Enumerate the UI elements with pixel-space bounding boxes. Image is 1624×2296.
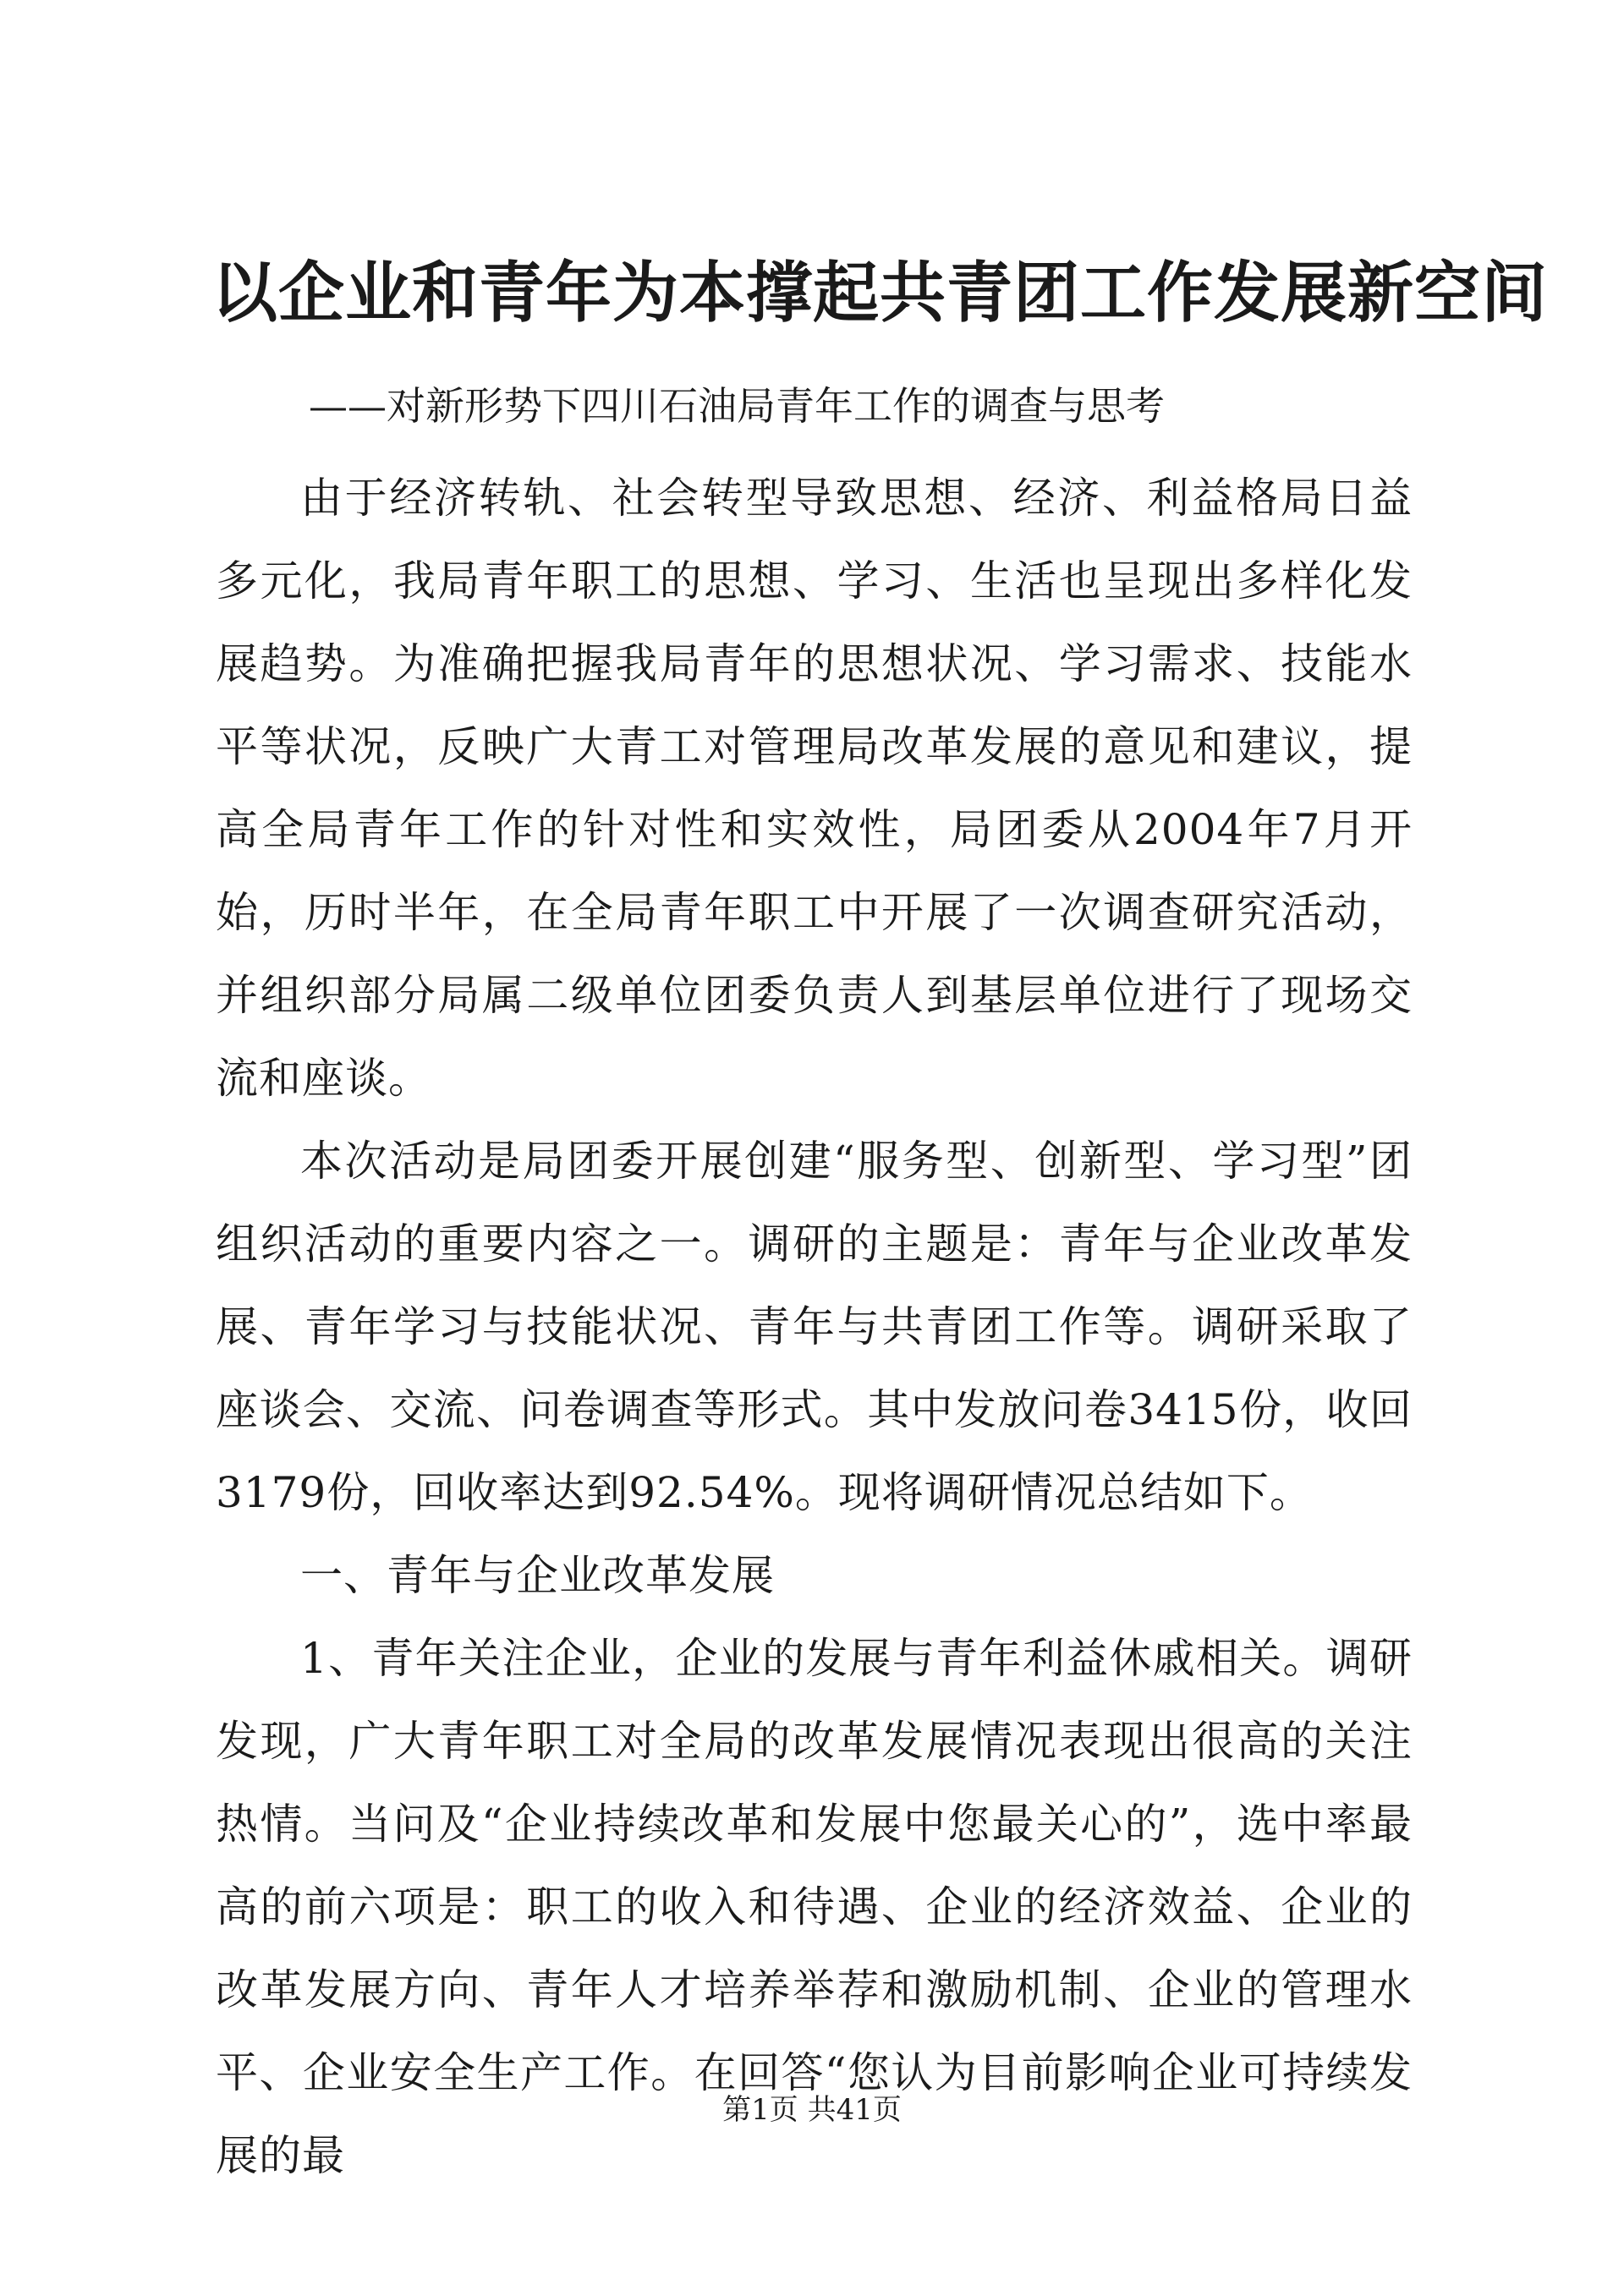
- paragraph-intro: 由于经济转轨、社会转型导致思想、经济、利益格局日益多元化，我局青年职工的思想、学习、生活也呈现出多样化发展趋势。为准确把握我局青年的思想状况、学习需求、技能水平等状况，反映广大青工对管理局改革发展的意见和建议，提高全局青年工作的针对性和实效性，局团委从2004年7月开始，历时半年，在全局青年职工中开展了一次调查研究活动，并组织部分局属二级单位团委负责人到基层单位进行了现场交流和座谈。: [216, 474, 1413, 1103]
- section-heading: 一、青年与企业改革发展: [300, 1551, 775, 1600]
- paragraph-section-1: 1、青年关注企业，企业的发展与青年利益休戚相关。调研发现，广大青年职工对全局的改革发展情况表现出很高的关注热情。当问及“企业持续改革和发展中您最关心的”，选中率最高的前六项是：职工的收入和待遇、企业的经济效益、企业的改革发展方向、青年人才培养举荐和激励机制、企业的管理水平、企业安全生产工作。在回答“您认为目前影响企业可持续发展的最: [216, 1634, 1413, 2180]
- paragraph-activity: 本次活动是局团委开展创建“服务型、创新型、学习型”团组织活动的重要内容之一。调研的主题是：青年与企业改革发展、青年学习与技能状况、青年与共青团工作等。调研采取了座谈会、交流、问卷调查等形式。其中发放问卷3415份，收回3179份，回收率达到92.54%。现将调研情况总结如下。: [216, 1137, 1413, 1517]
- document-title: 以企业和青年为本撑起共青团工作发展新空间: [211, 255, 1549, 332]
- page-indicator: 第1页 共41页: [722, 2093, 902, 2127]
- document-body: [216, 457, 1413, 2197]
- document-subtitle: ——对新形势下四川石油局青年工作的调查与思考: [309, 383, 1165, 429]
